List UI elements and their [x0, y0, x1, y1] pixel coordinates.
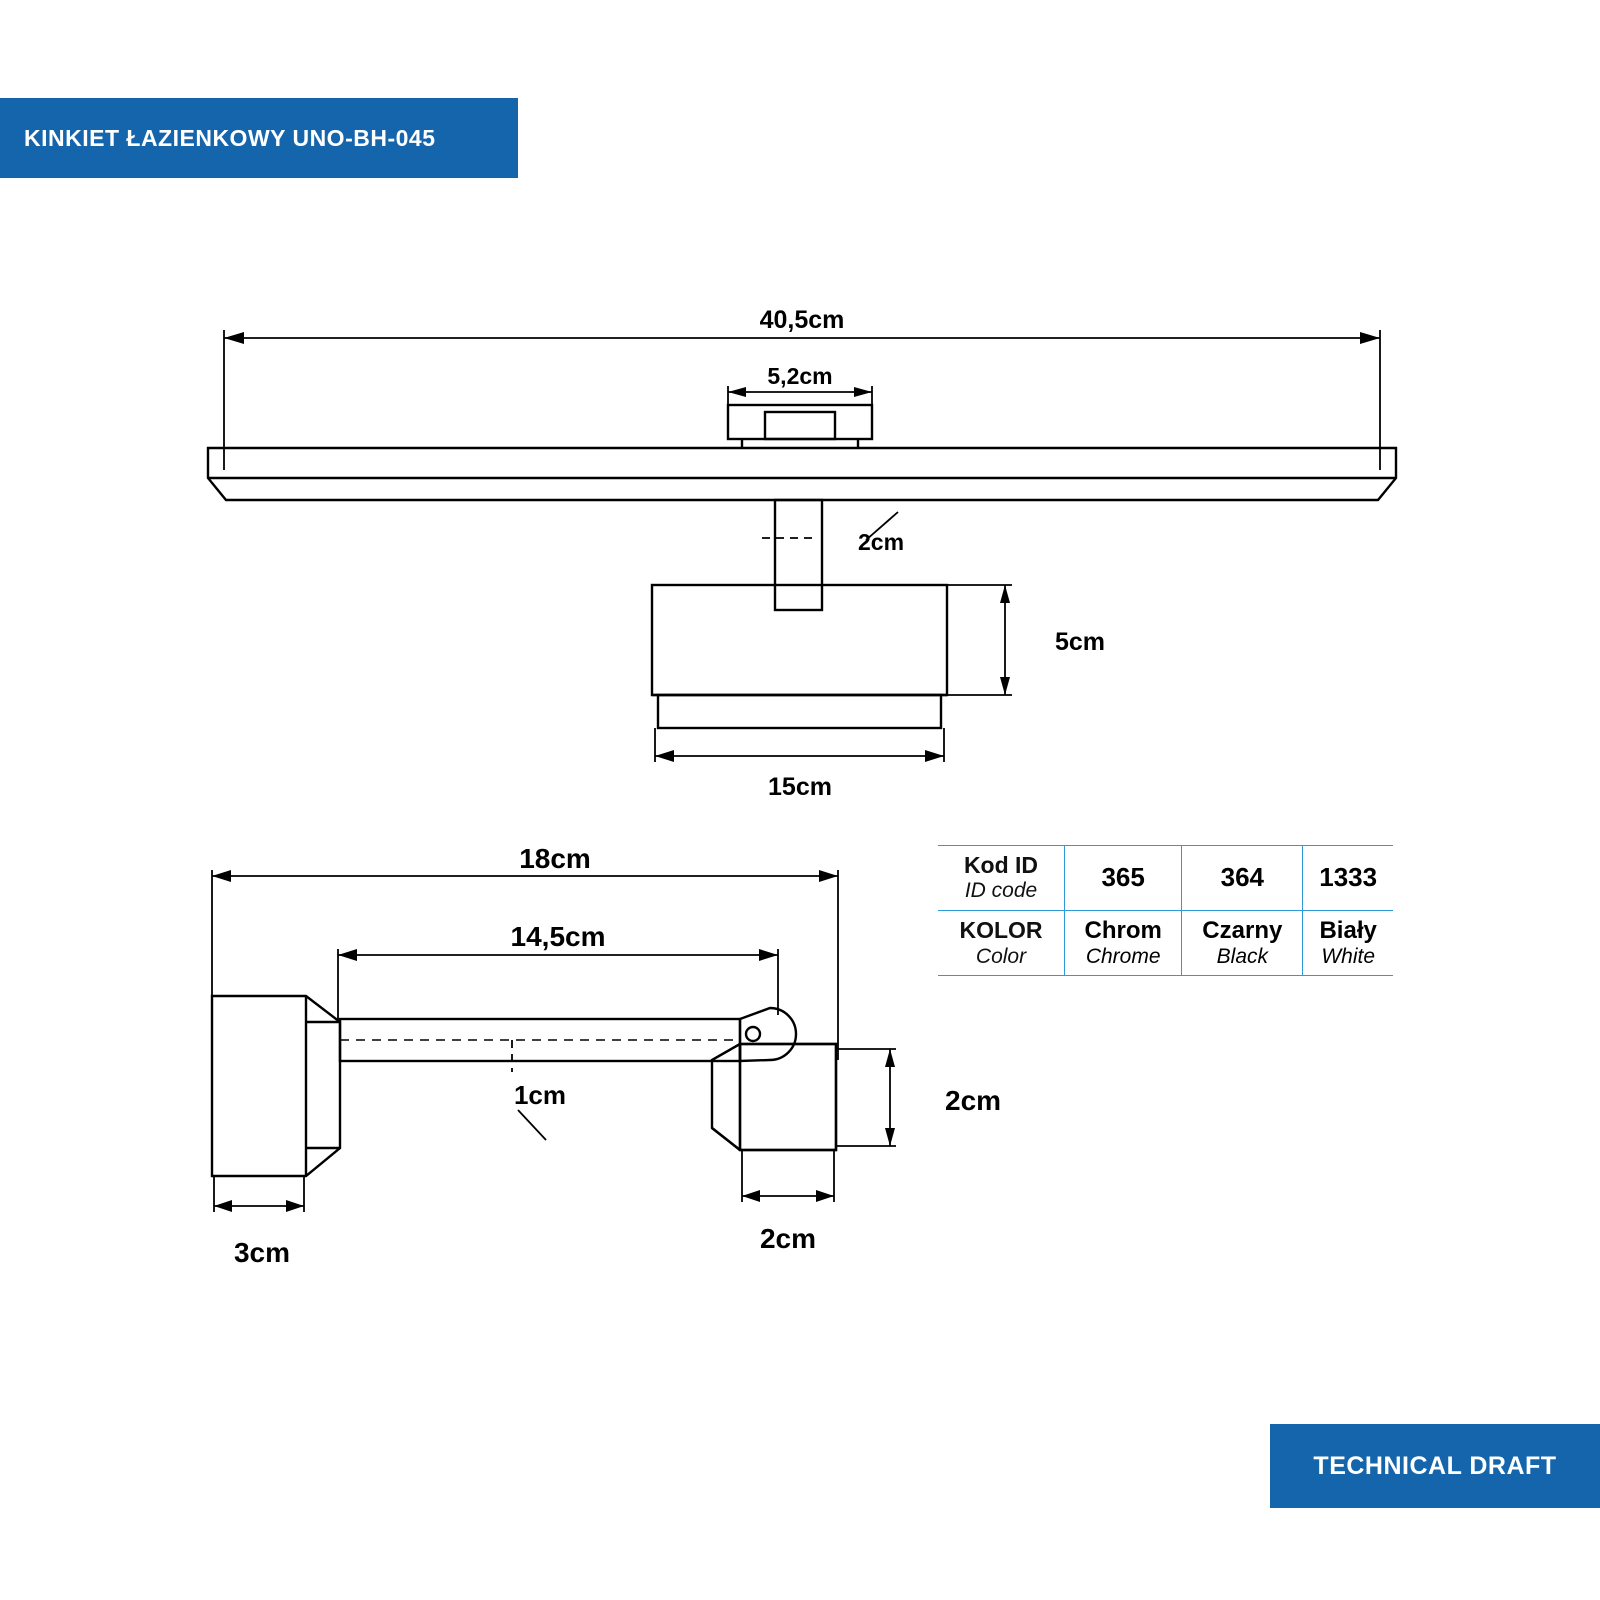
cell-color-chrome-en: Chrome	[1085, 945, 1161, 969]
cell-color-black	[1182, 910, 1303, 976]
side-arm	[340, 1008, 796, 1061]
label-bracket-width: 3cm	[233, 1237, 291, 1268]
technical-draft-label: TECHNICAL DRAFT	[1313, 1451, 1557, 1480]
dim-arm-length	[338, 949, 778, 1020]
label-arm-width: 2cm	[858, 529, 905, 555]
label-arm-length: 14,5cm	[510, 921, 606, 952]
cell-color-black-pl: Czarny	[1202, 916, 1283, 944]
cell-id-chrome: 365	[1065, 846, 1182, 911]
cell-color-black-en: Black	[1216, 945, 1268, 969]
row-header-color	[938, 910, 1065, 976]
label-overall-width: 40,5cm	[759, 306, 845, 334]
row-label-pl: Kod ID	[963, 852, 1039, 878]
row-label-en: Color	[975, 944, 1027, 968]
table-row	[938, 846, 1393, 911]
label-head-height: 2cm	[945, 1085, 1002, 1116]
spec-table	[938, 845, 1393, 976]
table-row	[938, 910, 1393, 976]
row-label-pl: KOLOR	[959, 917, 1043, 944]
front-mount-plate	[728, 405, 872, 448]
cell-color-chrome	[1065, 910, 1182, 976]
cell-color-chrome-pl: Chrom	[1084, 916, 1162, 944]
label-base-height: 5cm	[1055, 628, 1106, 656]
dim-head-height	[836, 1049, 896, 1146]
technical-draft-banner	[1270, 1424, 1600, 1508]
label-mount-plate-width: 5,2cm	[767, 363, 833, 389]
label-overall-depth: 18cm	[519, 843, 591, 874]
front-arm	[775, 500, 822, 610]
label-head-width: 2cm	[759, 1223, 817, 1254]
cell-color-white-en: White	[1321, 945, 1375, 969]
row-label-en: ID code	[964, 879, 1038, 903]
dim-base-width	[655, 728, 944, 762]
front-fixture-body	[208, 448, 1396, 500]
dim-base-height	[947, 585, 1012, 695]
cell-color-white	[1303, 910, 1393, 976]
side-wall-bracket	[212, 996, 340, 1176]
cell-id-white: 1333	[1303, 846, 1393, 911]
page-title: KINKIET ŁAZIENKOWY UNO-BH-045	[24, 124, 436, 151]
front-base-block	[652, 585, 947, 728]
row-header-id-code	[938, 846, 1065, 911]
dim-bracket-width	[214, 1176, 304, 1212]
label-arm-thickness: 1cm	[513, 1080, 567, 1110]
cell-color-white-pl: Biały	[1319, 916, 1377, 944]
label-base-width: 15cm	[768, 773, 832, 801]
dim-head-width	[742, 1150, 834, 1202]
cell-id-black: 364	[1182, 846, 1303, 911]
dim-mount-plate-width	[728, 386, 872, 410]
